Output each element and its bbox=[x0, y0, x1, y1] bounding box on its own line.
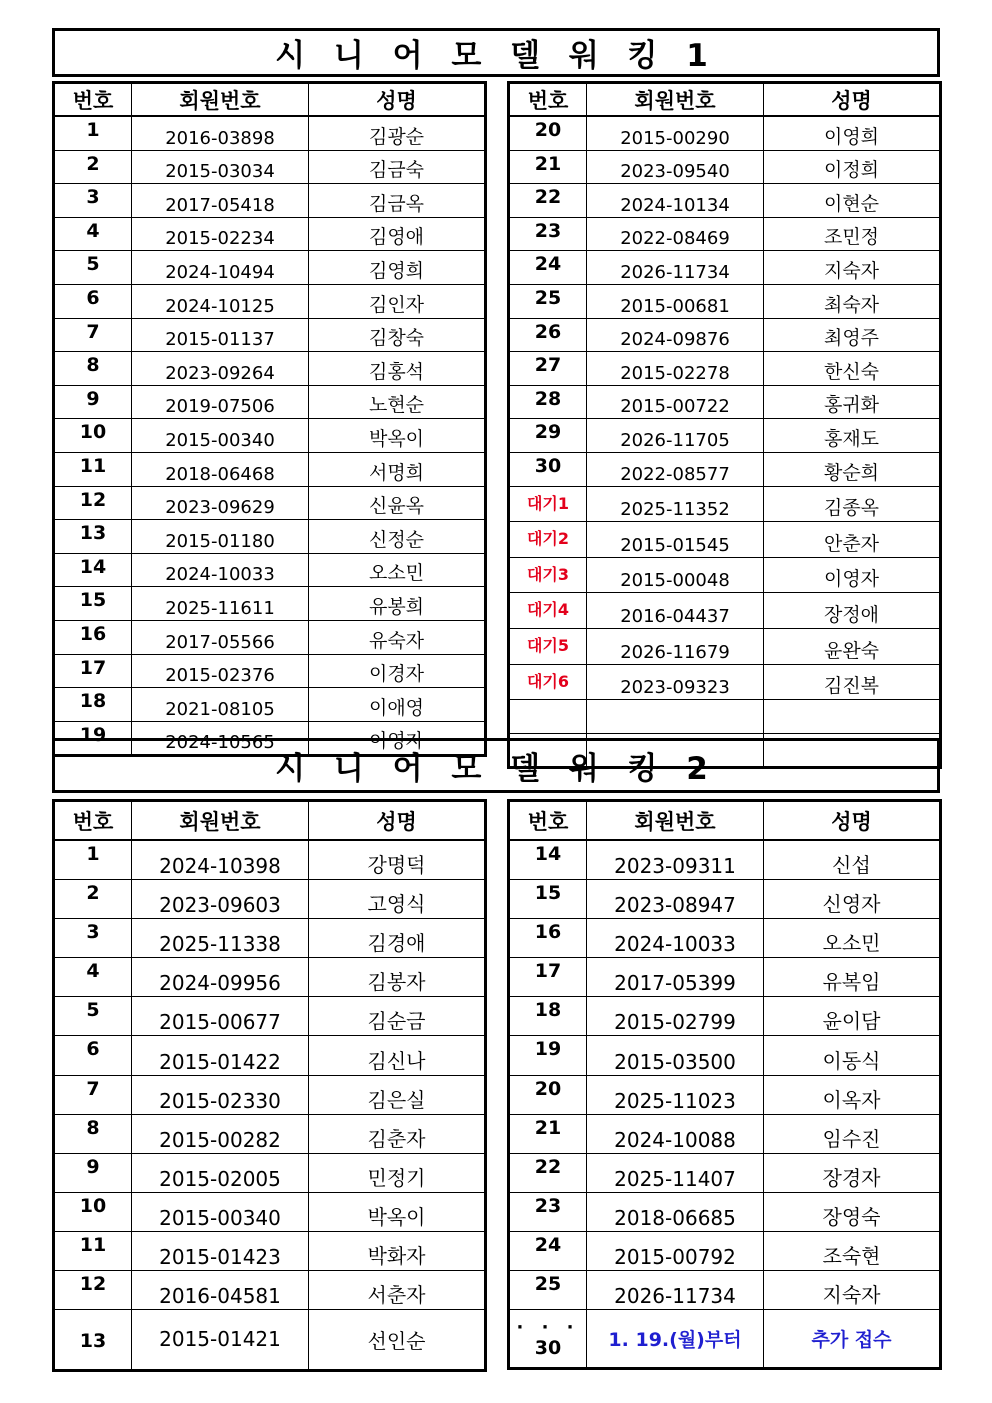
member-id-cell: 2024-10494 bbox=[132, 251, 309, 285]
member-name-cell: 지숙자 bbox=[764, 1271, 941, 1310]
table-row bbox=[54, 1271, 486, 1310]
row-number: 16 bbox=[54, 620, 132, 654]
row-number: 23 bbox=[509, 217, 587, 251]
row-number: 7 bbox=[54, 318, 132, 352]
member-name-cell: 윤완숙 bbox=[764, 628, 941, 664]
table-row bbox=[54, 318, 486, 352]
member-id-cell: 2024-10033 bbox=[587, 919, 764, 958]
member-id-cell: 2023-09603 bbox=[132, 880, 309, 919]
section2-title: 시 니 어 모 델 워 킹 2 bbox=[52, 738, 940, 793]
member-name-cell: 신영자 bbox=[764, 880, 941, 919]
table-row bbox=[54, 419, 486, 453]
table-row bbox=[509, 284, 941, 318]
waiting-number: 대기4 bbox=[509, 593, 587, 629]
member-id-cell: 2015-01545 bbox=[587, 522, 764, 558]
row-number: 2 bbox=[54, 880, 132, 919]
row-number: 1 bbox=[54, 116, 132, 150]
table-row bbox=[54, 486, 486, 520]
header-num: 번호 bbox=[54, 83, 132, 117]
table-row bbox=[509, 557, 941, 593]
table-row bbox=[54, 452, 486, 486]
table-row bbox=[509, 251, 941, 285]
header-num: 번호 bbox=[509, 83, 587, 117]
member-name-cell: 장영숙 bbox=[764, 1192, 941, 1231]
header-member-id: 회원번호 bbox=[132, 801, 309, 841]
table-row bbox=[54, 620, 486, 654]
member-id-cell: 2015-00722 bbox=[587, 385, 764, 419]
table-row bbox=[509, 318, 941, 352]
row-number: 29 bbox=[509, 419, 587, 453]
member-name-cell: 강명덕 bbox=[309, 840, 486, 880]
row-number: 19 bbox=[54, 721, 132, 756]
table-row bbox=[54, 1310, 486, 1371]
member-id-cell: 2015-00792 bbox=[587, 1231, 764, 1270]
member-name-cell: 임수진 bbox=[764, 1114, 941, 1153]
member-id-cell: 2022-08577 bbox=[587, 452, 764, 486]
member-id-cell: 2015-01137 bbox=[132, 318, 309, 352]
row-number: 6 bbox=[54, 284, 132, 318]
member-id-cell: 2026-11734 bbox=[587, 1271, 764, 1310]
section2-right-table bbox=[507, 799, 942, 1370]
row-number: 1 bbox=[54, 840, 132, 880]
member-id-cell: 2017-05399 bbox=[587, 958, 764, 997]
member-name-cell: 홍재도 bbox=[764, 419, 941, 453]
header-name: 성명 bbox=[309, 83, 486, 117]
member-id-cell: 2015-01422 bbox=[132, 1036, 309, 1075]
member-id-cell: 2015-01421 bbox=[132, 1310, 309, 1371]
header-name: 성명 bbox=[309, 801, 486, 841]
member-name-cell: 김종옥 bbox=[764, 486, 941, 522]
member-name-cell: 이정희 bbox=[764, 150, 941, 184]
member-name-cell: 이영자 bbox=[764, 557, 941, 593]
table-row bbox=[54, 184, 486, 218]
ellipsis-dots: · · · bbox=[516, 1316, 580, 1338]
member-name-cell: 고영식 bbox=[309, 880, 486, 919]
row-number: 9 bbox=[54, 385, 132, 419]
member-name-cell: 안춘자 bbox=[764, 522, 941, 558]
row-number: 23 bbox=[509, 1192, 587, 1231]
table-row bbox=[54, 688, 486, 722]
table-row bbox=[509, 150, 941, 184]
table-row bbox=[509, 452, 941, 486]
member-id-cell: 2026-11705 bbox=[587, 419, 764, 453]
member-id-cell: 2015-00290 bbox=[587, 116, 764, 150]
row-num: 30 bbox=[534, 1336, 562, 1359]
member-name-cell: 오소민 bbox=[309, 553, 486, 587]
row-number: 12 bbox=[54, 486, 132, 520]
waiting-number: 대기1 bbox=[509, 486, 587, 522]
member-name-cell: 최영주 bbox=[764, 318, 941, 352]
member-name-cell: 박화자 bbox=[309, 1231, 486, 1270]
table-row bbox=[54, 352, 486, 386]
row-number: 3 bbox=[54, 184, 132, 218]
member-id-cell: 2015-03034 bbox=[132, 150, 309, 184]
table-header-row bbox=[54, 83, 486, 117]
row-number: 3 bbox=[54, 919, 132, 958]
table-row bbox=[54, 997, 486, 1036]
header-num: 번호 bbox=[509, 801, 587, 841]
row-number: 21 bbox=[509, 1114, 587, 1153]
table-row bbox=[509, 419, 941, 453]
member-id-cell: 2024-09876 bbox=[587, 318, 764, 352]
member-name-cell: 김영희 bbox=[309, 251, 486, 285]
member-id-cell: 2015-02234 bbox=[132, 217, 309, 251]
member-name-cell: 지숙자 bbox=[764, 251, 941, 285]
member-name-cell: 유봉희 bbox=[309, 587, 486, 621]
member-id-cell bbox=[587, 700, 764, 734]
row-number: 21 bbox=[509, 150, 587, 184]
member-name-cell: 김순금 bbox=[309, 997, 486, 1036]
member-name-cell: 서춘자 bbox=[309, 1271, 486, 1310]
member-name-cell: 김봉자 bbox=[309, 958, 486, 997]
row-number: 12 bbox=[54, 1271, 132, 1310]
member-name-cell: 김경애 bbox=[309, 919, 486, 958]
table-row bbox=[509, 486, 941, 522]
table-row bbox=[54, 840, 486, 880]
row-number: 26 bbox=[509, 318, 587, 352]
row-number: 2 bbox=[54, 150, 132, 184]
member-id-cell: 2015-02376 bbox=[132, 654, 309, 688]
table-row bbox=[509, 593, 941, 629]
row-number: 13 bbox=[54, 1310, 132, 1371]
table-row bbox=[54, 1153, 486, 1192]
member-name-cell: 박옥이 bbox=[309, 1192, 486, 1231]
table-row bbox=[54, 116, 486, 150]
header-num: 번호 bbox=[54, 801, 132, 841]
row-number: 14 bbox=[54, 553, 132, 587]
table-row bbox=[509, 700, 941, 734]
row-number: 14 bbox=[509, 840, 587, 880]
row-number: 10 bbox=[54, 419, 132, 453]
table-row bbox=[54, 958, 486, 997]
member-name-cell: 조숙현 bbox=[764, 1231, 941, 1270]
member-id-cell: 2023-09323 bbox=[587, 664, 764, 700]
member-name-cell: 이영희 bbox=[764, 116, 941, 150]
table-row bbox=[54, 587, 486, 621]
member-name-cell: 이영자 bbox=[309, 721, 486, 756]
table-row bbox=[509, 1271, 941, 1310]
row-number: 4 bbox=[54, 217, 132, 251]
notice-text: 추가 접수 bbox=[764, 1310, 941, 1369]
member-name-cell: 신섭 bbox=[764, 840, 941, 880]
row-number: 5 bbox=[54, 251, 132, 285]
table-row bbox=[54, 880, 486, 919]
member-name-cell: 유복임 bbox=[764, 958, 941, 997]
row-number: 6 bbox=[54, 1036, 132, 1075]
member-name-cell bbox=[764, 700, 941, 734]
row-number: 27 bbox=[509, 352, 587, 386]
row-number: 8 bbox=[54, 352, 132, 386]
row-number: 13 bbox=[54, 520, 132, 554]
member-name-cell: 김광순 bbox=[309, 116, 486, 150]
member-name-cell: 윤이담 bbox=[764, 997, 941, 1036]
member-id-cell: 2024-10134 bbox=[587, 184, 764, 218]
member-id-cell: 2018-06468 bbox=[132, 452, 309, 486]
row-number: 5 bbox=[54, 997, 132, 1036]
row-number: 16 bbox=[509, 919, 587, 958]
member-id-cell: 2015-00340 bbox=[132, 419, 309, 453]
row-number: 28 bbox=[509, 385, 587, 419]
waiting-number: 대기3 bbox=[509, 557, 587, 593]
table-row bbox=[509, 522, 941, 558]
row-number: 9 bbox=[54, 1153, 132, 1192]
member-id-cell: 2015-02005 bbox=[132, 1153, 309, 1192]
member-name-cell: 조민정 bbox=[764, 217, 941, 251]
table-row bbox=[509, 352, 941, 386]
member-id-cell: 2018-06685 bbox=[587, 1192, 764, 1231]
table-row bbox=[509, 664, 941, 700]
row-number: 11 bbox=[54, 1231, 132, 1270]
member-name-cell: 이현순 bbox=[764, 184, 941, 218]
member-name-cell: 오소민 bbox=[764, 919, 941, 958]
member-name-cell: 홍귀화 bbox=[764, 385, 941, 419]
header-member-id: 회원번호 bbox=[587, 801, 764, 841]
table-row bbox=[54, 284, 486, 318]
table-header-row bbox=[509, 801, 941, 841]
member-id-cell: 2024-10398 bbox=[132, 840, 309, 880]
table-row bbox=[509, 958, 941, 997]
member-name-cell: 김홍석 bbox=[309, 352, 486, 386]
notice-date: 1. 19.(월)부터 bbox=[587, 1310, 764, 1369]
waiting-number: 대기2 bbox=[509, 522, 587, 558]
member-id-cell: 2015-00681 bbox=[587, 284, 764, 318]
header-member-id: 회원번호 bbox=[587, 83, 764, 117]
member-id-cell: 2026-11734 bbox=[587, 251, 764, 285]
member-name-cell: 박옥이 bbox=[309, 419, 486, 453]
row-number: 17 bbox=[509, 958, 587, 997]
table-row bbox=[509, 1153, 941, 1192]
member-name-cell: 김금숙 bbox=[309, 150, 486, 184]
table-row bbox=[509, 217, 941, 251]
row-number: 25 bbox=[509, 284, 587, 318]
table-header-row bbox=[54, 801, 486, 841]
member-id-cell: 2017-05418 bbox=[132, 184, 309, 218]
member-id-cell: 2015-02330 bbox=[132, 1075, 309, 1114]
member-id-cell: 2025-11611 bbox=[132, 587, 309, 621]
member-id-cell: 2022-08469 bbox=[587, 217, 764, 251]
member-id-cell: 2024-10033 bbox=[132, 553, 309, 587]
row-number bbox=[509, 700, 587, 734]
table-header-row bbox=[509, 83, 941, 117]
member-name-cell: 김금옥 bbox=[309, 184, 486, 218]
member-name-cell: 이옥자 bbox=[764, 1075, 941, 1114]
table-row bbox=[509, 1036, 941, 1075]
table-row bbox=[54, 553, 486, 587]
member-id-cell: 2015-00282 bbox=[132, 1114, 309, 1153]
member-name-cell: 김창숙 bbox=[309, 318, 486, 352]
row-number: 20 bbox=[509, 1075, 587, 1114]
table-row bbox=[54, 385, 486, 419]
waiting-number: 대기6 bbox=[509, 664, 587, 700]
row-number: 24 bbox=[509, 1231, 587, 1270]
member-name-cell: 선인순 bbox=[309, 1310, 486, 1371]
header-name: 성명 bbox=[764, 83, 941, 117]
member-id-cell: 2024-10088 bbox=[587, 1114, 764, 1153]
member-name-cell: 김영애 bbox=[309, 217, 486, 251]
member-name-cell: 장정애 bbox=[764, 593, 941, 629]
row-number: 18 bbox=[509, 997, 587, 1036]
row-number: 4 bbox=[54, 958, 132, 997]
member-id-cell: 2024-10565 bbox=[132, 721, 309, 756]
table-row bbox=[509, 385, 941, 419]
row-number: 7 bbox=[54, 1075, 132, 1114]
member-name-cell: 이동식 bbox=[764, 1036, 941, 1075]
row-number: 10 bbox=[54, 1192, 132, 1231]
member-id-cell: 2015-03500 bbox=[587, 1036, 764, 1075]
table-row bbox=[54, 1192, 486, 1231]
member-name-cell: 장경자 bbox=[764, 1153, 941, 1192]
section2-left-table bbox=[52, 799, 487, 1372]
member-id-cell: 2023-08947 bbox=[587, 880, 764, 919]
member-name-cell: 신정순 bbox=[309, 520, 486, 554]
member-name-cell: 최숙자 bbox=[764, 284, 941, 318]
member-id-cell: 2023-09629 bbox=[132, 486, 309, 520]
table-row bbox=[509, 1192, 941, 1231]
member-name-cell: 김신나 bbox=[309, 1036, 486, 1075]
header-name: 성명 bbox=[764, 801, 941, 841]
section1-left-table bbox=[52, 81, 487, 757]
section1-title: 시 니 어 모 델 워 킹 1 bbox=[52, 28, 940, 77]
row-number: 17 bbox=[54, 654, 132, 688]
member-id-cell: 2015-00340 bbox=[132, 1192, 309, 1231]
row-number: 30 bbox=[509, 452, 587, 486]
member-id-cell: 2024-10125 bbox=[132, 284, 309, 318]
member-name-cell: 노현순 bbox=[309, 385, 486, 419]
table-row bbox=[54, 520, 486, 554]
member-name-cell: 서명희 bbox=[309, 452, 486, 486]
table-row bbox=[509, 116, 941, 150]
row-number: 24 bbox=[509, 251, 587, 285]
member-id-cell: 2016-04437 bbox=[587, 593, 764, 629]
member-id-cell: 2025-11352 bbox=[587, 486, 764, 522]
table-row bbox=[509, 628, 941, 664]
member-id-cell: 2015-02799 bbox=[587, 997, 764, 1036]
table-row bbox=[509, 184, 941, 218]
table-row bbox=[54, 150, 486, 184]
member-name-cell: 김춘자 bbox=[309, 1114, 486, 1153]
row-num-ellipsis bbox=[509, 1310, 587, 1369]
table-row bbox=[54, 654, 486, 688]
member-name-cell: 한신숙 bbox=[764, 352, 941, 386]
member-name-cell: 유숙자 bbox=[309, 620, 486, 654]
waiting-number: 대기5 bbox=[509, 628, 587, 664]
table-row bbox=[509, 880, 941, 919]
member-name-cell: 김진복 bbox=[764, 664, 941, 700]
row-number: 15 bbox=[54, 587, 132, 621]
table-row bbox=[54, 1231, 486, 1270]
table-row bbox=[509, 840, 941, 880]
table-row bbox=[54, 217, 486, 251]
header-member-id: 회원번호 bbox=[132, 83, 309, 117]
row-number: 20 bbox=[509, 116, 587, 150]
member-id-cell: 2016-03898 bbox=[132, 116, 309, 150]
member-name-cell: 이애영 bbox=[309, 688, 486, 722]
table-row bbox=[509, 1231, 941, 1270]
member-id-cell: 2023-09540 bbox=[587, 150, 764, 184]
member-id-cell: 2024-09956 bbox=[132, 958, 309, 997]
member-id-cell: 2026-11679 bbox=[587, 628, 764, 664]
row-number: 18 bbox=[54, 688, 132, 722]
table-row bbox=[54, 1075, 486, 1114]
table-row bbox=[509, 1075, 941, 1114]
table-row bbox=[54, 919, 486, 958]
member-id-cell: 2017-05566 bbox=[132, 620, 309, 654]
row-number: 15 bbox=[509, 880, 587, 919]
row-number: 8 bbox=[54, 1114, 132, 1153]
table-row bbox=[509, 1114, 941, 1153]
member-id-cell: 2025-11338 bbox=[132, 919, 309, 958]
member-id-cell: 2025-11407 bbox=[587, 1153, 764, 1192]
row-number: 11 bbox=[54, 452, 132, 486]
row-number: 22 bbox=[509, 1153, 587, 1192]
table-row bbox=[509, 997, 941, 1036]
row-number: 19 bbox=[509, 1036, 587, 1075]
member-id-cell: 2019-07506 bbox=[132, 385, 309, 419]
member-name-cell: 이경자 bbox=[309, 654, 486, 688]
member-id-cell: 2015-01423 bbox=[132, 1231, 309, 1270]
table-row-additional-notice bbox=[509, 1310, 941, 1369]
member-id-cell: 2023-09264 bbox=[132, 352, 309, 386]
member-id-cell: 2015-02278 bbox=[587, 352, 764, 386]
member-id-cell: 2015-00677 bbox=[132, 997, 309, 1036]
member-id-cell: 2025-11023 bbox=[587, 1075, 764, 1114]
member-id-cell: 2016-04581 bbox=[132, 1271, 309, 1310]
member-name-cell: 신윤옥 bbox=[309, 486, 486, 520]
table-row bbox=[54, 251, 486, 285]
member-id-cell: 2023-09311 bbox=[587, 840, 764, 880]
row-number: 22 bbox=[509, 184, 587, 218]
member-id-cell: 2015-00048 bbox=[587, 557, 764, 593]
row-number: 25 bbox=[509, 1271, 587, 1310]
table-row bbox=[509, 919, 941, 958]
member-name-cell: 김인자 bbox=[309, 284, 486, 318]
member-id-cell: 2021-08105 bbox=[132, 688, 309, 722]
table-row bbox=[54, 1036, 486, 1075]
member-name-cell: 민정기 bbox=[309, 1153, 486, 1192]
section1-right-table bbox=[507, 81, 942, 769]
member-name-cell: 김은실 bbox=[309, 1075, 486, 1114]
table-row bbox=[54, 1114, 486, 1153]
member-name-cell: 황순희 bbox=[764, 452, 941, 486]
member-id-cell: 2015-01180 bbox=[132, 520, 309, 554]
